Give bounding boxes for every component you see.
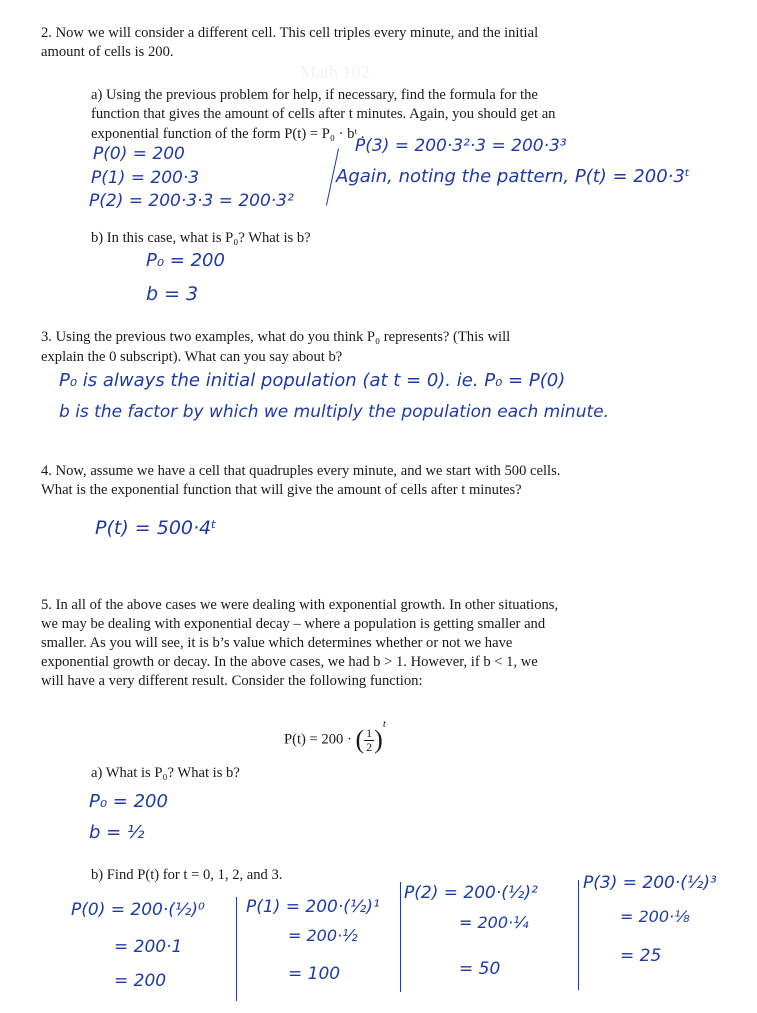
q5-formula [284,718,386,755]
q5b-hw-t1-l3: = 100 [288,964,341,984]
q5-line3: smaller. As you will see, it is b’s value which determines whether or not we have [41,635,513,651]
q3-hw-ans2: b is the factor by which we multiply the population each minute. [59,402,609,422]
q2-hw-p2: P(2) = 200·3·3 = 200·3² [89,191,294,211]
q5b-hw-t1-l1: P(1) = 200·(½)¹ [246,897,380,917]
q2b-hw-ans2: b = 3 [146,283,199,305]
q5-line2: we may be dealing with exponential decay – where a population is getting smaller and [41,616,546,632]
q2a-line2: function that gives the amount of cells after t minutes. Again, you should get an [91,106,556,122]
q2b-prompt: b) In this case, what is P₀? What is b? [91,230,311,246]
q2a-line1: a) Using the previous problem for help, if necessary, find the formula for the [91,87,538,103]
q2a-line3: exponential function of the form P(t) = P₀ · bᵗ . [91,126,365,142]
q2-hw-p0: P(0) = 200 [93,144,185,164]
q5a-prompt: a) What is P₀? What is b? [91,765,240,781]
q5-line4: exponential growth or decay. In the above cases, we had b > 1. However, if b < 1, we [41,654,538,670]
q5b-prompt: b) Find P(t) for t = 0, 1, 2, and 3. [91,867,283,883]
q5a-hw-ans1: P₀ = 200 [89,791,168,812]
q4-hw-ans: P(t) = 500·4ᵗ [95,517,217,539]
q2b-hw-ans1: P₀ = 200 [146,250,225,271]
q5-formula-lhs: P(t) = 200 · [284,731,352,748]
q2-hw-p3: P(3) = 200·3²·3 = 200·3³ [355,136,567,156]
q5b-divider-2 [400,882,401,992]
q2-hw-p1: P(1) = 200·3 [91,168,200,188]
q2-intro-line2: amount of cells is 200. [41,44,174,60]
q5b-hw-t0-l1: P(0) = 200·(½)⁰ [71,900,205,920]
q5b-hw-t0-l3: = 200 [114,971,167,991]
q2-hw-pattern: Again, noting the pattern, P(t) = 200·3ᵗ [336,166,691,187]
q5b-divider-3 [578,880,579,990]
q5b-divider-1 [236,897,237,1001]
q5b-hw-t3-l1: P(3) = 200·(½)³ [583,873,717,893]
q5-formula-fraction [364,727,374,754]
q5-formula-den: 2 [366,739,373,754]
q5-formula-num: 1 [366,725,373,740]
q5b-hw-t2-l1: P(2) = 200·(½)² [404,883,538,903]
q5b-hw-t1-l2: = 200·½ [288,926,358,945]
q5-line5: will have a very different result. Consider the following function: [41,673,423,689]
q5b-hw-t2-l2: = 200·¼ [459,913,529,932]
q5-formula-paren-right: ) [374,725,383,754]
q5b-hw-t0-l2: = 200·1 [114,937,183,957]
q3-hw-ans1: P₀ is always the initial population (at t = 0). ie. P₀ = P(0) [59,370,566,391]
q2-intro-line1: 2. Now we will consider a different cell. This cell triples every minute, and the initial [41,25,539,41]
q5-formula-paren-left: ( [355,725,365,754]
q5b-hw-t3-l2: = 200·⅛ [620,907,690,926]
q5a-hw-ans2: b = ½ [89,822,145,843]
q4-line1: 4. Now, assume we have a cell that quadruples every minute, and we start with 500 cells. [41,463,561,479]
q5-formula-exp: t [382,718,386,731]
q4-line2: What is the exponential function that will give the amount of cells after t minutes? [41,482,522,498]
q3-line1: 3. Using the previous two examples, what do you think P₀ represents? (This will [41,329,511,345]
q3-line2: explain the 0 subscript). What can you say about b? [41,349,343,365]
q5-line1: 5. In all of the above cases we were dealing with exponential growth. In other situations, [41,597,559,613]
q5b-hw-t3-l3: = 25 [620,946,662,966]
q5b-hw-t2-l3: = 50 [459,959,501,979]
bleed-through-text: Math 102 [300,62,370,82]
